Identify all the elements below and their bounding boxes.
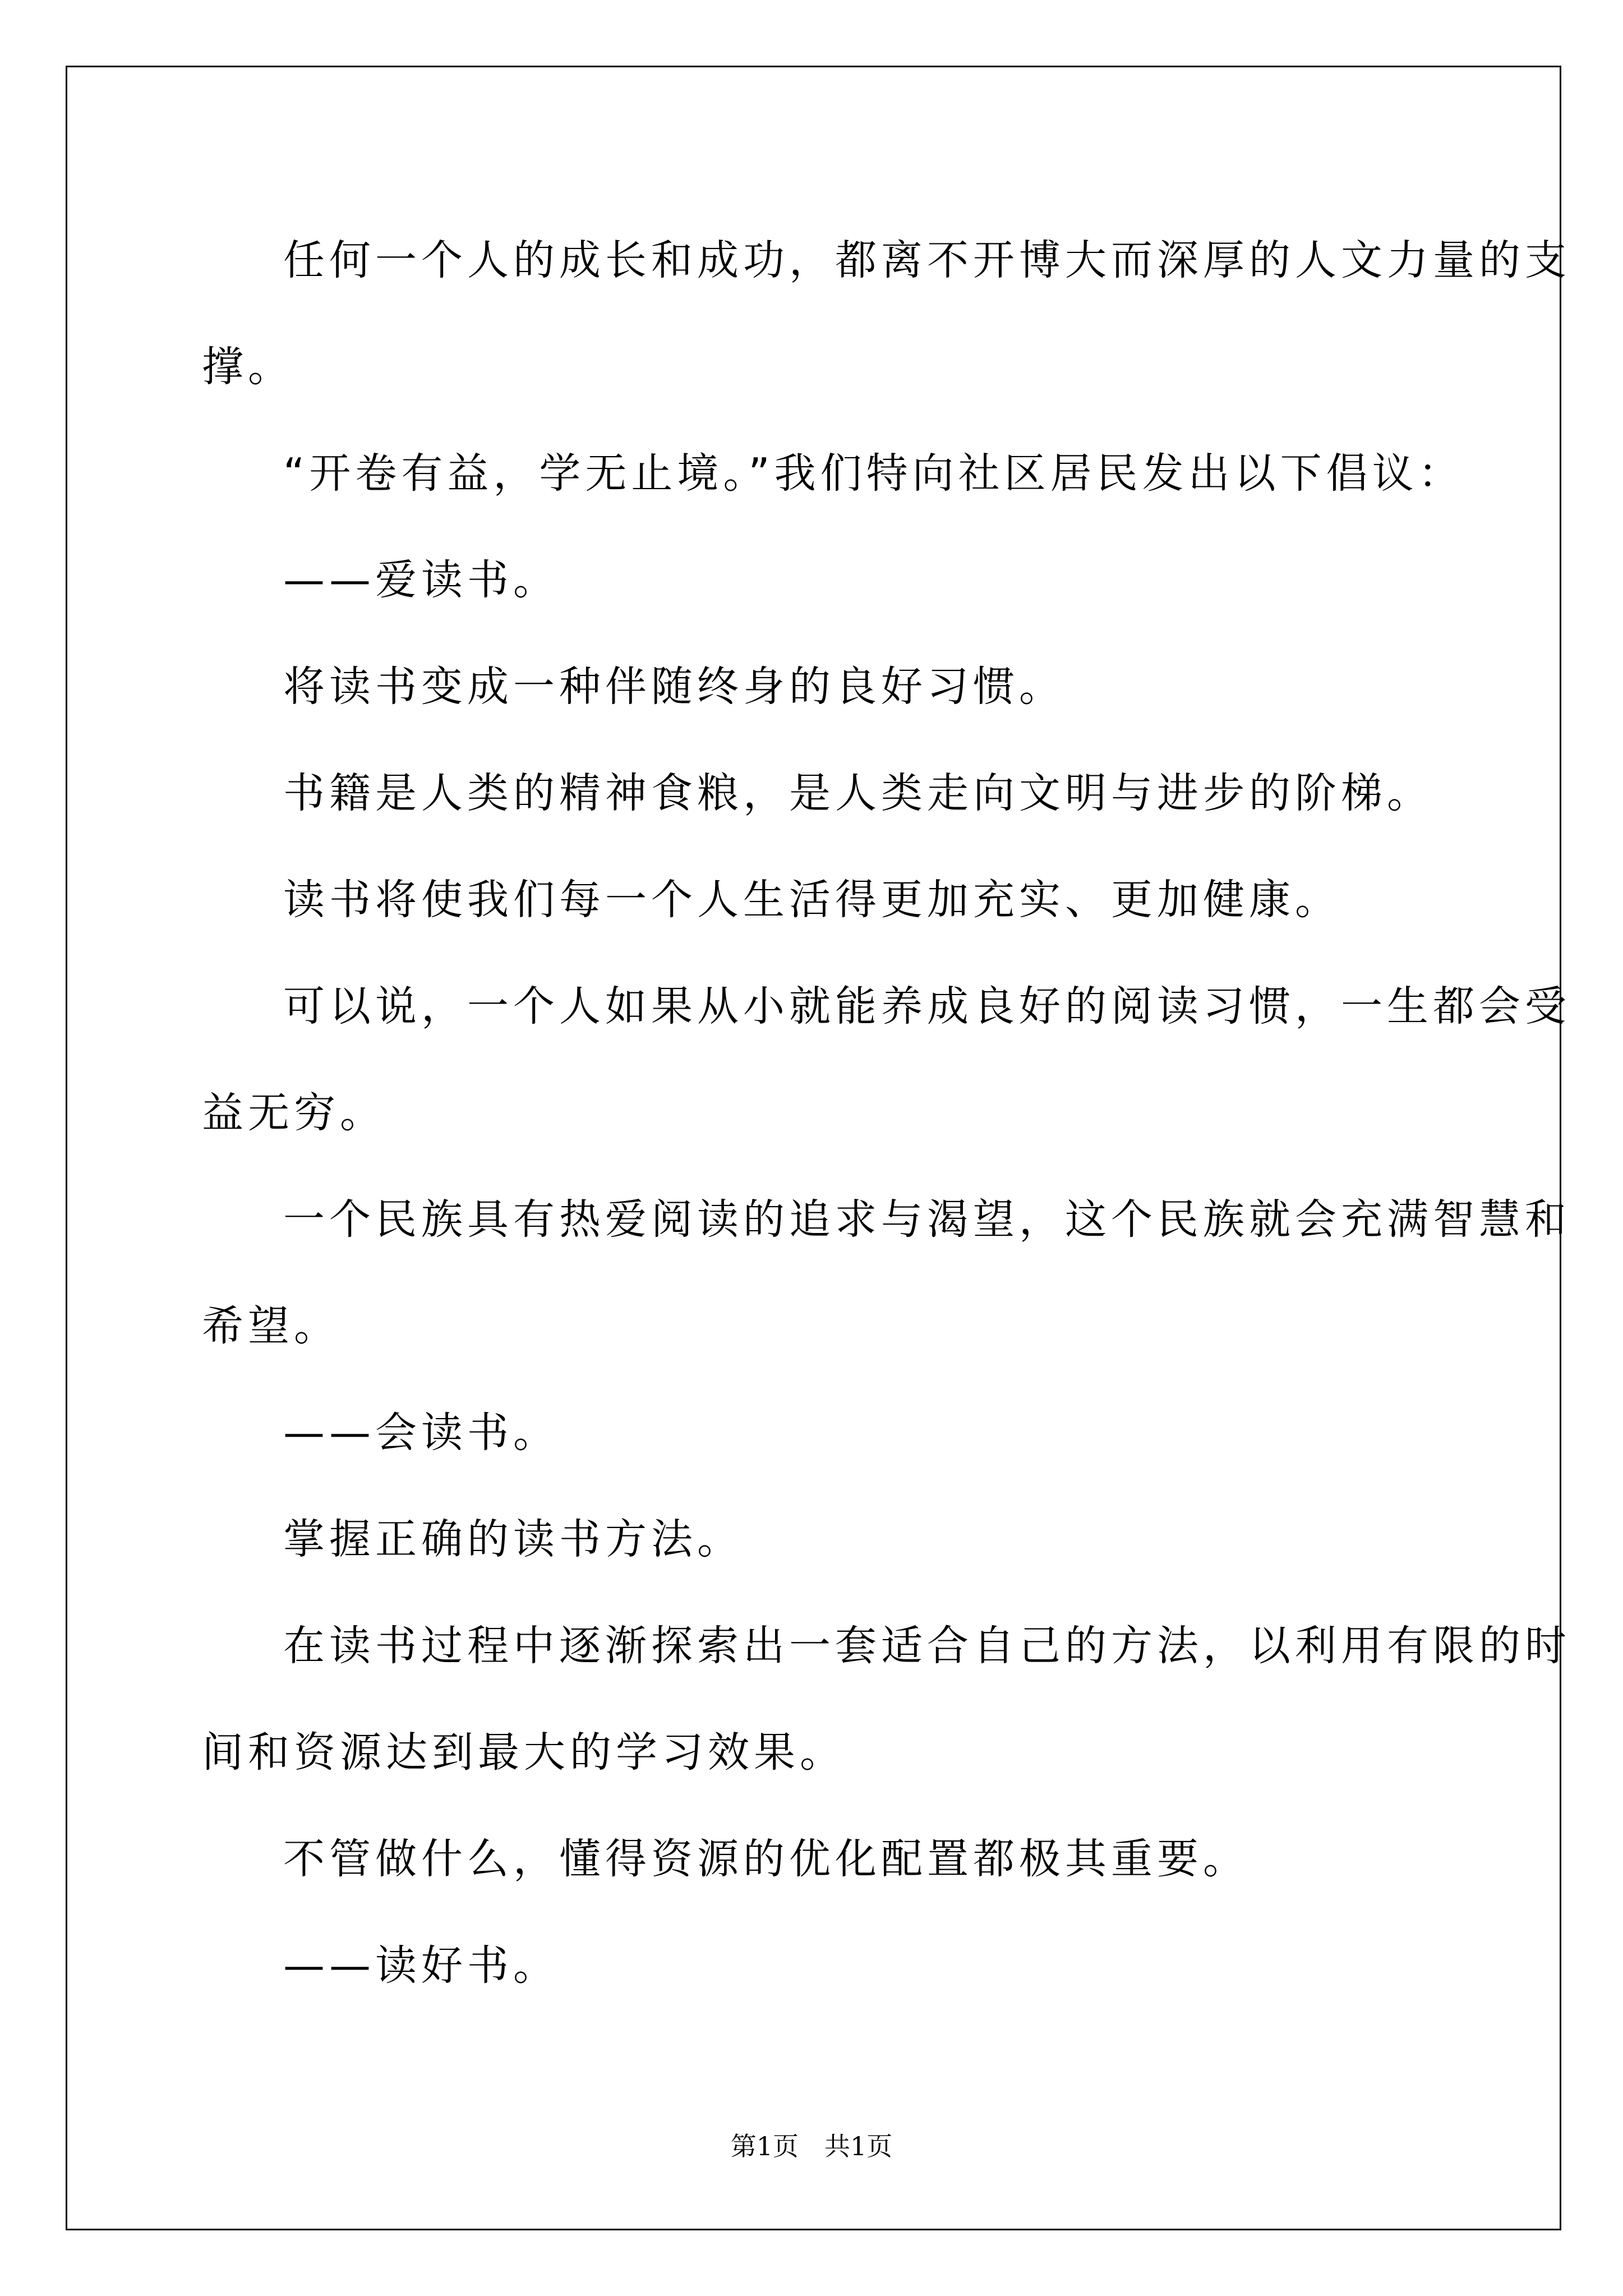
section-heading: ——会读书。 [283, 1409, 559, 1457]
paragraph-line: 希望。 [202, 1302, 340, 1350]
paragraph-line: 读书将使我们每一个人生活得更加充实、更加健康。 [283, 876, 1341, 924]
paragraph-line: 在读书过程中逐渐探索出一套适合自己的方法，以利用有限的时 [283, 1622, 1571, 1670]
section-heading: ——爱读书。 [283, 556, 559, 604]
paragraph-line: 益无穷。 [202, 1089, 386, 1137]
paragraph-line: 一个民族具有热爱阅读的追求与渴望，这个民族就会充满智慧和 [283, 1195, 1571, 1244]
paragraph-line: 撑。 [202, 343, 294, 391]
section-heading: ——读好书。 [283, 1941, 559, 1990]
page-number: 第1页 共1页 [730, 2131, 893, 2161]
paragraph-line: 任何一个人的成长和成功，都离不开博大而深厚的人文力量的支 [283, 236, 1571, 284]
paragraph-line: 可以说，一个人如果从小就能养成良好的阅读习惯，一生都会受 [283, 982, 1571, 1030]
page-footer [0, 2126, 1623, 2163]
paragraph-line: 将读书变成一种伴随终身的良好习惯。 [283, 662, 1065, 711]
paragraph-line: “开卷有益，学无止境。”我们特向社区居民发出以下倡议： [283, 449, 1464, 498]
paragraph-line: 不管做什么，懂得资源的优化配置都极其重要。 [283, 1835, 1249, 1883]
paragraph-line: 间和资源达到最大的学习效果。 [202, 1728, 846, 1777]
paragraph-line: 掌握正确的读书方法。 [283, 1515, 743, 1563]
paragraph-line: 书籍是人类的精神食粮，是人类走向文明与进步的阶梯。 [283, 769, 1433, 817]
